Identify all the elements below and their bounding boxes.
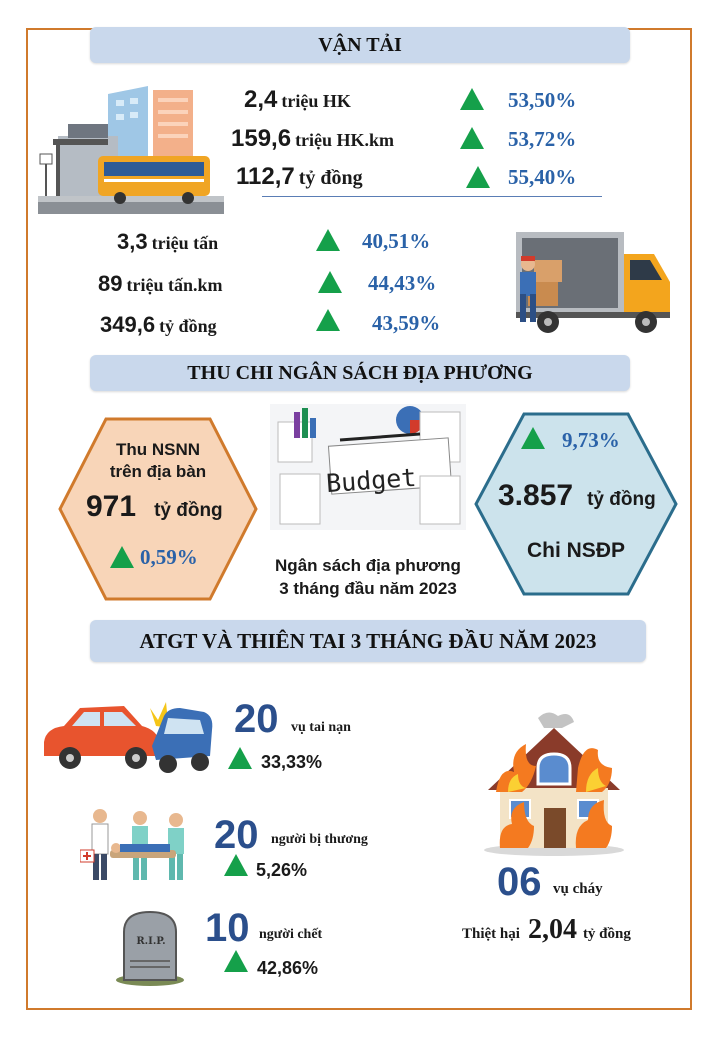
revenue-unit: tỷ đồng (154, 500, 223, 521)
up-arrow-icon (224, 950, 248, 972)
deaths-value: 10 (205, 906, 250, 950)
expense-label: Chi NSĐP (526, 539, 625, 562)
revenue-change: 0,59% (140, 545, 198, 569)
up-arrow-icon (224, 854, 248, 876)
house-fire-icon (478, 708, 630, 856)
up-arrow-icon (460, 88, 484, 110)
revenue-value-row (86, 490, 256, 524)
up-arrow-icon (318, 271, 342, 293)
passenger-change: 53,50% (508, 88, 577, 112)
cargo-row-3 (100, 312, 300, 338)
passenger-row-3 (236, 163, 436, 191)
injured-change: 5,26% (256, 860, 308, 880)
up-arrow-icon (228, 747, 252, 769)
passenger-unit: triệu HK (281, 91, 351, 111)
injured-value: 20 (214, 813, 259, 857)
budget-caption-1: Ngân sách địa phương (275, 556, 461, 575)
cargo-value: 3,3 (117, 229, 148, 254)
budget-caption-2: 3 tháng đầu năm 2023 (279, 579, 457, 598)
cargo-change: 43,59% (372, 311, 441, 335)
cargo-change: 40,51% (362, 229, 431, 253)
passenger-unit: tỷ đồng (298, 167, 363, 189)
passenger-value: 2,4 (244, 86, 278, 113)
tombstone-icon (114, 908, 186, 986)
injured-unit: người bị thương (271, 832, 368, 847)
budget-banner (90, 355, 630, 391)
deaths-change: 42,86% (257, 958, 319, 978)
fire-damage-label: Thiệt hại (462, 926, 520, 942)
fire-damage-unit: tỷ đồng (582, 926, 631, 942)
up-arrow-icon (110, 546, 134, 568)
budget-image-word: Budget (325, 462, 418, 499)
cargo-value: 89 (98, 271, 123, 296)
passenger-row-2 (231, 125, 451, 153)
up-arrow-icon (466, 166, 490, 188)
safety-banner (90, 620, 646, 662)
up-arrow-icon (460, 127, 484, 149)
up-arrow-icon (521, 427, 545, 449)
transport-banner (90, 27, 630, 63)
revenue-value: 971 (86, 490, 137, 523)
accidents-unit: vụ tai nạn (291, 720, 351, 735)
passenger-row-1 (244, 86, 444, 114)
delivery-truck-icon (508, 226, 674, 338)
tombstone-text: R.I.P. (136, 936, 166, 947)
cargo-row-1 (117, 229, 317, 255)
expense-value-row (498, 479, 674, 513)
accidents-value: 20 (234, 697, 279, 741)
medical-team-icon (80, 806, 196, 884)
cargo-change: 44,43% (368, 271, 437, 295)
deaths-unit: người chết (259, 927, 323, 942)
fire-damage-row (462, 914, 682, 946)
passenger-change: 55,40% (508, 165, 577, 189)
passenger-unit: triệu HK.km (295, 130, 395, 150)
cargo-unit: tỷ đồng (159, 316, 217, 336)
up-arrow-icon (316, 309, 340, 331)
transport-title: VẬN TẢI (318, 34, 402, 56)
fires-unit: vụ cháy (553, 881, 603, 897)
cargo-unit: triệu tấn.km (126, 275, 223, 295)
passenger-change: 53,72% (508, 127, 577, 151)
fire-damage-value: 2,04 (527, 914, 577, 945)
cargo-unit: triệu tấn (151, 233, 219, 253)
cargo-row-2 (98, 271, 298, 297)
transport-divider (262, 196, 602, 197)
budget-title: THU CHI NGÂN SÁCH ĐỊA PHƯƠNG (187, 362, 533, 384)
cargo-value: 349,6 (100, 312, 156, 337)
safety-title: ATGT VÀ THIÊN TAI 3 THÁNG ĐẦU NĂM 2023 (139, 629, 597, 653)
expense-change: 9,73% (562, 428, 620, 452)
revenue-label-2: trên địa bàn (109, 462, 207, 481)
revenue-label-1: Thu NSNN (115, 440, 201, 459)
fires-value: 06 (497, 860, 542, 904)
expense-value: 3.857 (498, 479, 574, 512)
accidents-change: 33,33% (261, 752, 323, 772)
passenger-value: 112,7 (236, 163, 295, 190)
city-bus-icon (38, 84, 224, 218)
expense-unit: tỷ đồng (587, 489, 656, 510)
passenger-value: 159,6 (231, 125, 292, 152)
up-arrow-icon (316, 229, 340, 251)
car-crash-icon (40, 698, 216, 776)
